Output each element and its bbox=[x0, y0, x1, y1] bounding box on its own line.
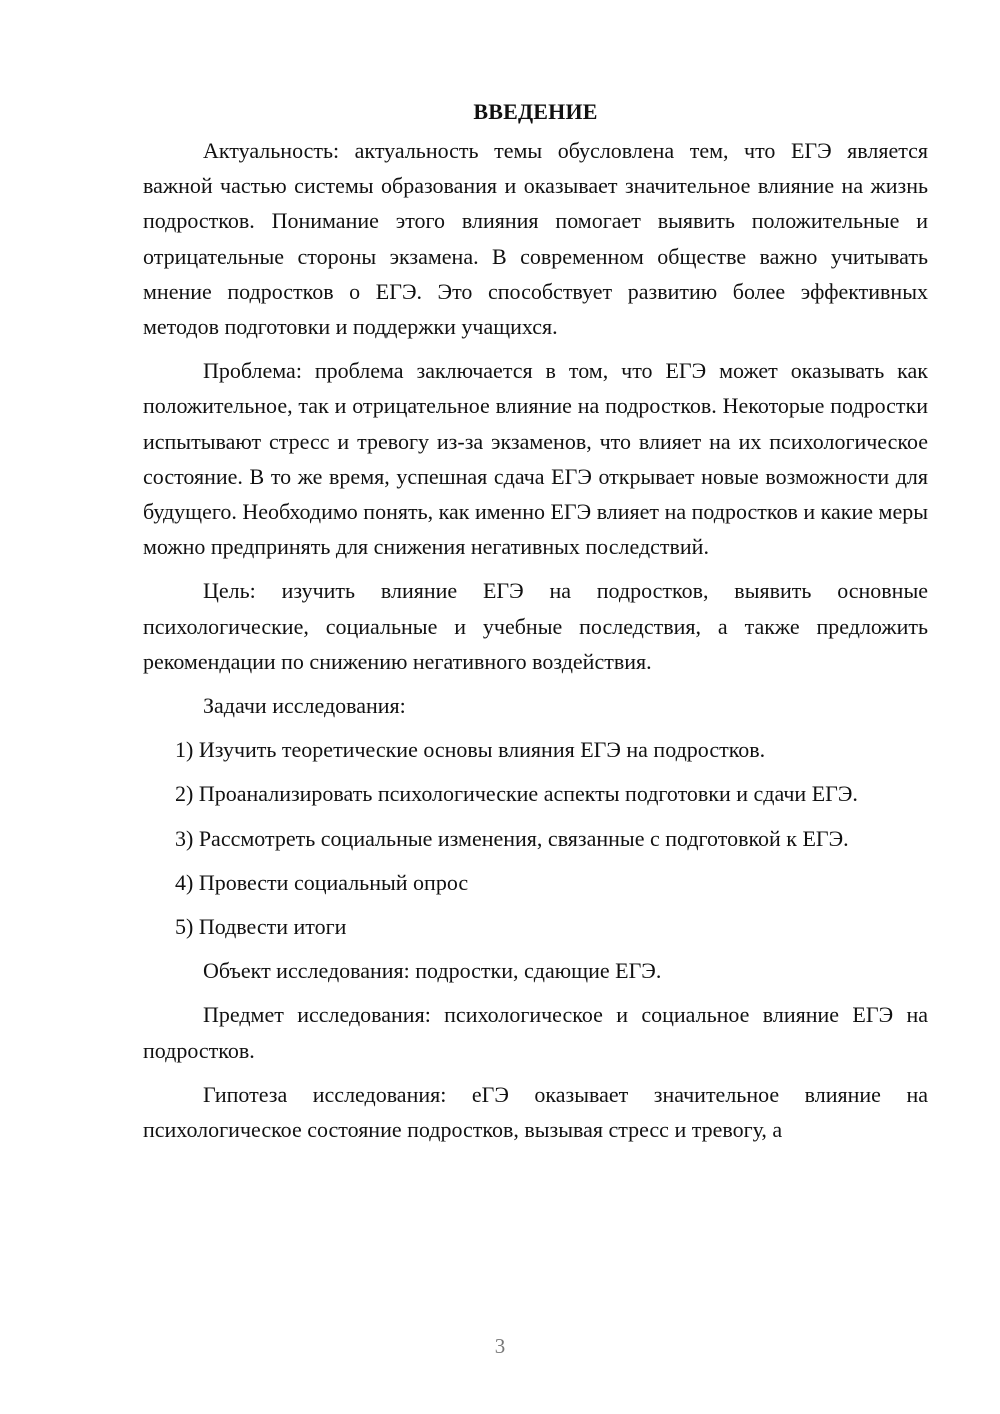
task-item-4: 4) Провести социальный опрос bbox=[175, 869, 469, 895]
paragraph-hypothesis: Гипотеза исследования: еГЭ оказывает значительное влияние на психологическое состояние подростков, вызывая стресс и тревогу, а bbox=[143, 1081, 928, 1143]
page-content bbox=[143, 94, 928, 1156]
paragraph-problem: Проблема: проблема заключается в том, что ЕГЭ может оказывать как положительное, так и отрицательное влияние на подростков. Некоторые подростки испытывают стресс и тревогу из-за экзаменов, что влияет на их психологическое состояние. В то же время, успешная сдача ЕГЭ открывает новые возможности для будущего. Необходимо понять, как именно ЕГЭ влияет на подростков и какие меры можно предпринять для снижения негативных последствий. bbox=[143, 358, 928, 560]
task-item-1: 1) Изучить теоретические основы влияния ЕГЭ на подростков. bbox=[175, 737, 766, 763]
task-item-2: 2) Проанализировать психологические аспекты подготовки и сдачи ЕГЭ. bbox=[175, 781, 858, 807]
paragraph-goal: Цель: изучить влияние ЕГЭ на подростков, выявить основные психологические, социальные и учебные последствия, а также предложить рекомендации по снижению негативного воздействия. bbox=[143, 578, 928, 674]
paragraph-object: Объект исследования: подростки, сдающие ЕГЭ. bbox=[203, 958, 662, 984]
section-title: ВВЕДЕНИЕ bbox=[473, 99, 598, 124]
paragraph-relevance: Актуальность: актуальность темы обусловлена тем, что ЕГЭ является важной частью системы образования и оказывает значительное влияние на жизнь подростков. Понимание этого влияния помогает выявить положительные и отрицательные стороны экзамена. В современном обществе важно учитывать мнение подростков о ЕГЭ. Это способствует развитию более эффективных методов подготовки и поддержки учащихся. bbox=[143, 138, 928, 340]
task-item-5: 5) Подвести итоги bbox=[175, 914, 347, 940]
paragraph-subject: Предмет исследования: психологическое и социальное влияние ЕГЭ на подростков. bbox=[143, 1002, 928, 1063]
page-number: 3 bbox=[494, 1334, 506, 1358]
paragraph-tasks-heading: Задачи исследования: bbox=[203, 693, 406, 719]
task-item-3: 3) Рассмотреть социальные изменения, связанные с подготовкой к ЕГЭ. bbox=[175, 825, 849, 851]
